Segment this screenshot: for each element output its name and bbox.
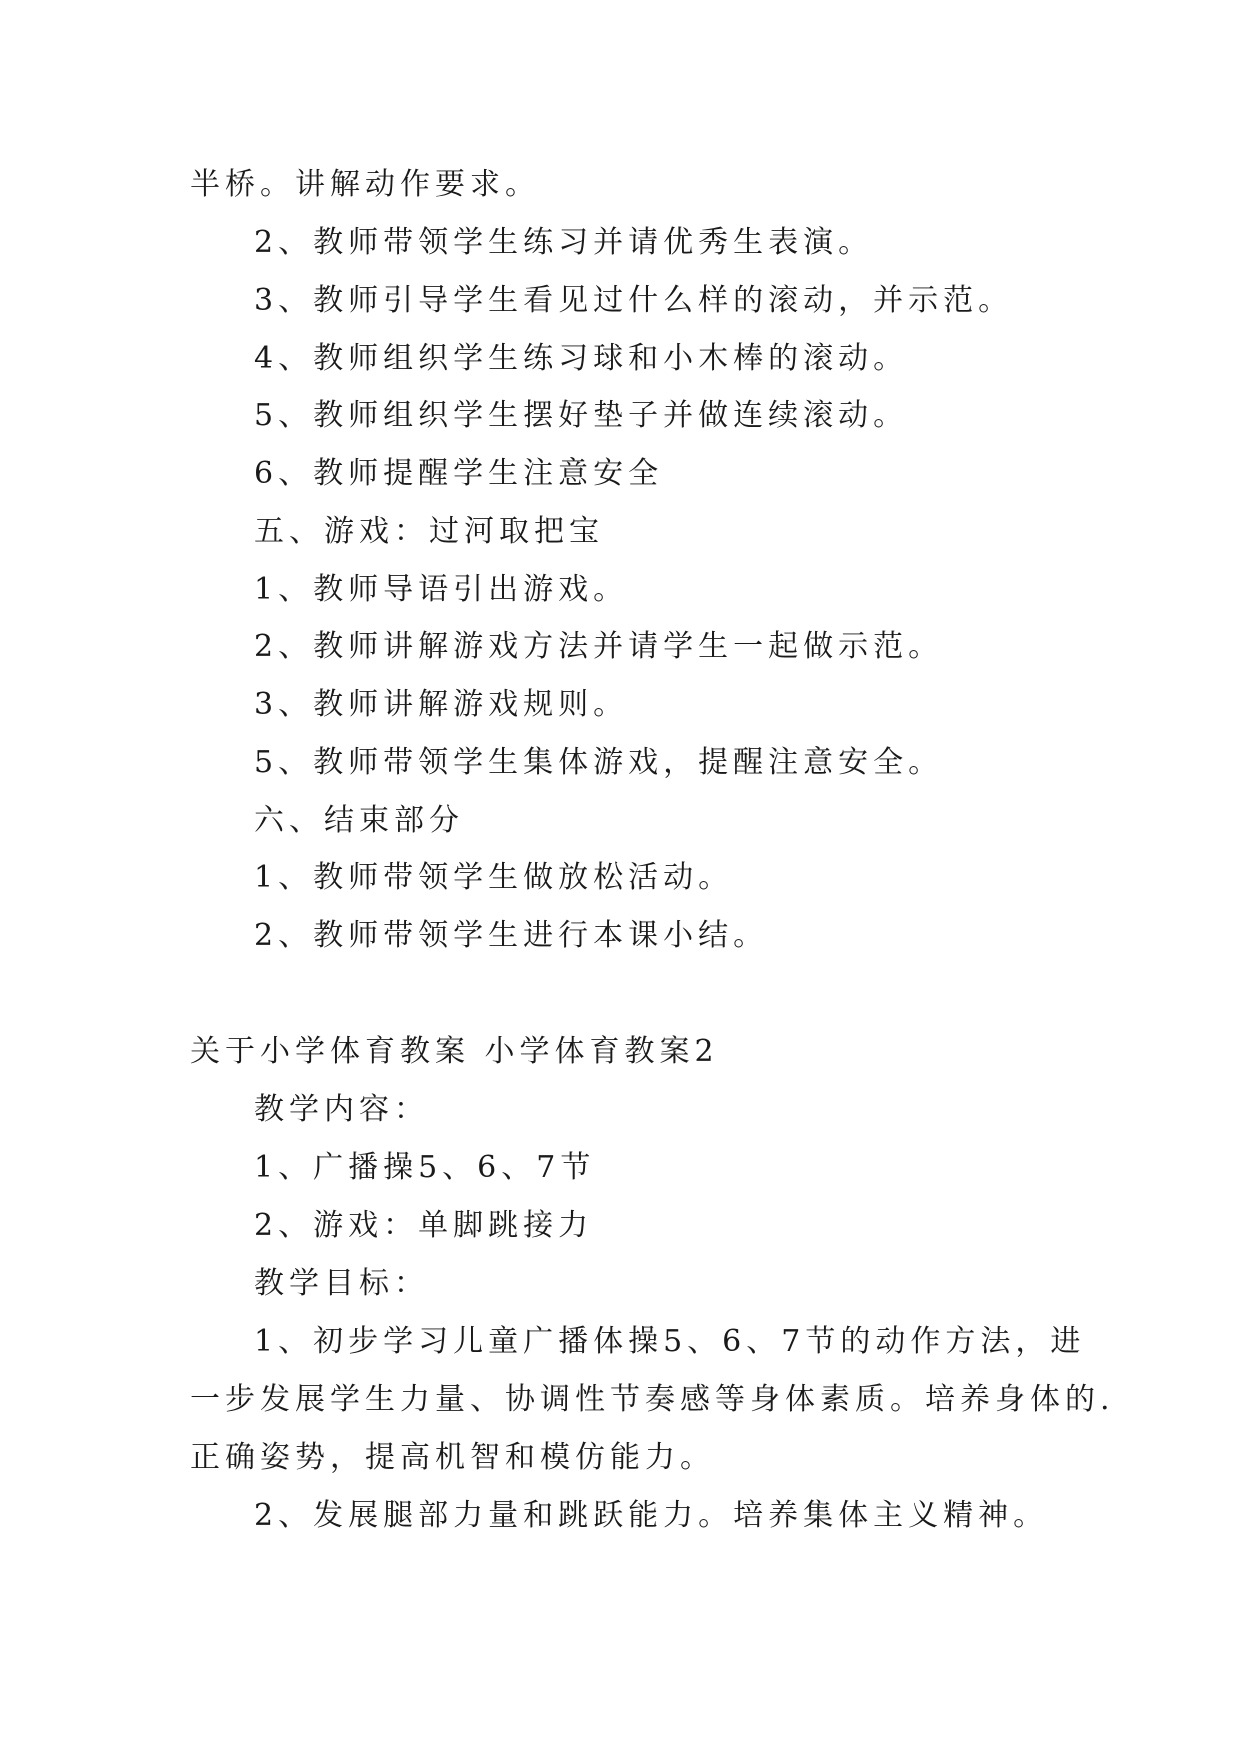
- paragraph-line: 2、教师讲解游戏方法并请学生一起做示范。: [254, 629, 944, 664]
- paragraph-line: 1、初步学习儿童广播体操5、6、7节的动作方法，进: [254, 1324, 1086, 1359]
- paragraph-line: 4、教师组织学生练习球和小木棒的滚动。: [254, 341, 909, 376]
- paragraph-line: 1、教师导语引出游戏。: [254, 572, 629, 607]
- paragraph-line: 5、教师组织学生摆好垫子并做连续滚动。: [254, 398, 909, 433]
- section-heading: 五、游戏：过河取把宝: [254, 514, 604, 549]
- section-heading: 教学内容：: [254, 1092, 429, 1127]
- paragraph-line: 半桥。讲解动作要求。: [190, 167, 540, 202]
- paragraph-line: 2、教师带领学生练习并请优秀生表演。: [254, 225, 874, 260]
- paragraph-line: 3、教师引导学生看见过什么样的滚动，并示范。: [254, 283, 1014, 318]
- paragraph-line: 5、教师带领学生集体游戏，提醒注意安全。: [254, 745, 944, 780]
- paragraph-line: 3、教师讲解游戏规则。: [254, 687, 629, 722]
- section-heading: 六、结束部分: [254, 803, 464, 838]
- section-heading: 教学目标：: [254, 1266, 429, 1301]
- paragraph-line: 2、游戏：单脚跳接力: [254, 1208, 594, 1243]
- paragraph-line: 正确姿势，提高机智和模仿能力。: [190, 1440, 715, 1475]
- paragraph-line: 2、发展腿部力量和跳跃能力。培养集体主义精神。: [254, 1498, 1049, 1533]
- paragraph-line: 2、教师带领学生进行本课小结。: [254, 918, 769, 953]
- paragraph-line: 一步发展学生力量、协调性节奏感等身体素质。培养身体的.: [190, 1382, 1115, 1417]
- paragraph-line: 1、教师带领学生做放松活动。: [254, 860, 734, 895]
- paragraph-line: 1、广播操5、6、7节: [254, 1150, 596, 1185]
- document-title: 关于小学体育教案 小学体育教案2: [190, 1034, 719, 1069]
- paragraph-line: 6、教师提醒学生注意安全: [254, 456, 664, 491]
